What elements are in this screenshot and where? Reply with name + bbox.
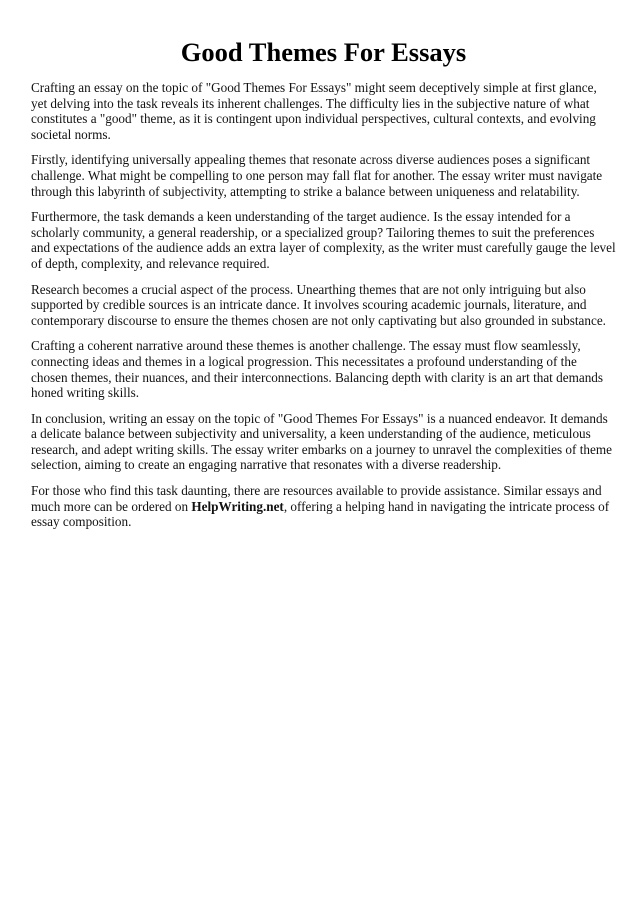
paragraph-intro: Crafting an essay on the topic of "Good Themes For Essays" might seem deceptively simple at first glance, yet delving into the task reveals its inherent challenges. The difficulty lies in the subjective nature of what constitutes a "good" theme, as it is contingent upon individual perspectives, cultural contexts, and evolving societal norms. [31,80,597,142]
paragraph-target-audience: Furthermore, the task demands a keen understanding of the target audience. Is the essay intended for a scholarly community, a general readership, or a specialized group? Tailoring themes to suit the preferences and expectations of the audience adds an extra layer of complexity, as the writer must carefully gauge the level of depth, complexity, and relevance required. [31,209,616,271]
paragraph-universal-themes: Firstly, identifying universally appealing themes that resonate across diverse audiences poses a significant challenge. What might be compelling to one person may fall flat for another. The essay writer must navigate through this labyrinth of subjectivity, attempting to strike a balance between uniqueness and relatability. [31,152,603,199]
paragraph-research: Research becomes a crucial aspect of the process. Unearthing themes that are not only intriguing but also supported by credible sources is an intricate dance. It involves scouring academic journals, literature, and contemporary discourse to ensure the themes chosen are not only captivating but also grounded in substance. [31,281,606,328]
document-title: Good Themes For Essays [180,37,467,67]
closing-text-before: For those who find this task daunting, there are resources available to provide assistance. Similar essays and much more can be ordered on [31,483,602,514]
paragraph-conclusion: In conclusion, writing an essay on the topic of "Good Themes For Essays" is a nuanced endeavor. It demands a delicate balance between subjectivity and universality, a keen understanding of the audience, meticulous research, and adept writing skills. The essay writer embarks on a journey to unravel the complexities of theme selection, aiming to create an engaging narrative that resonates with a diverse readership. [31,410,612,473]
helpwriting-link[interactable]: HelpWriting.net [191,498,284,514]
paragraph-narrative: Crafting a coherent narrative around these themes is another challenge. The essay must flow seamlessly, connecting ideas and themes in a logical progression. This necessitates a profound understanding of the chosen themes, their nuances, and their interconnections. Balancing depth with clarity is an art that demands honed writing skills. [31,338,604,401]
paragraph-closing [31,483,616,530]
closing-text-after: , offering a helping hand in navigating the intricate process of essay composition. [31,498,610,530]
